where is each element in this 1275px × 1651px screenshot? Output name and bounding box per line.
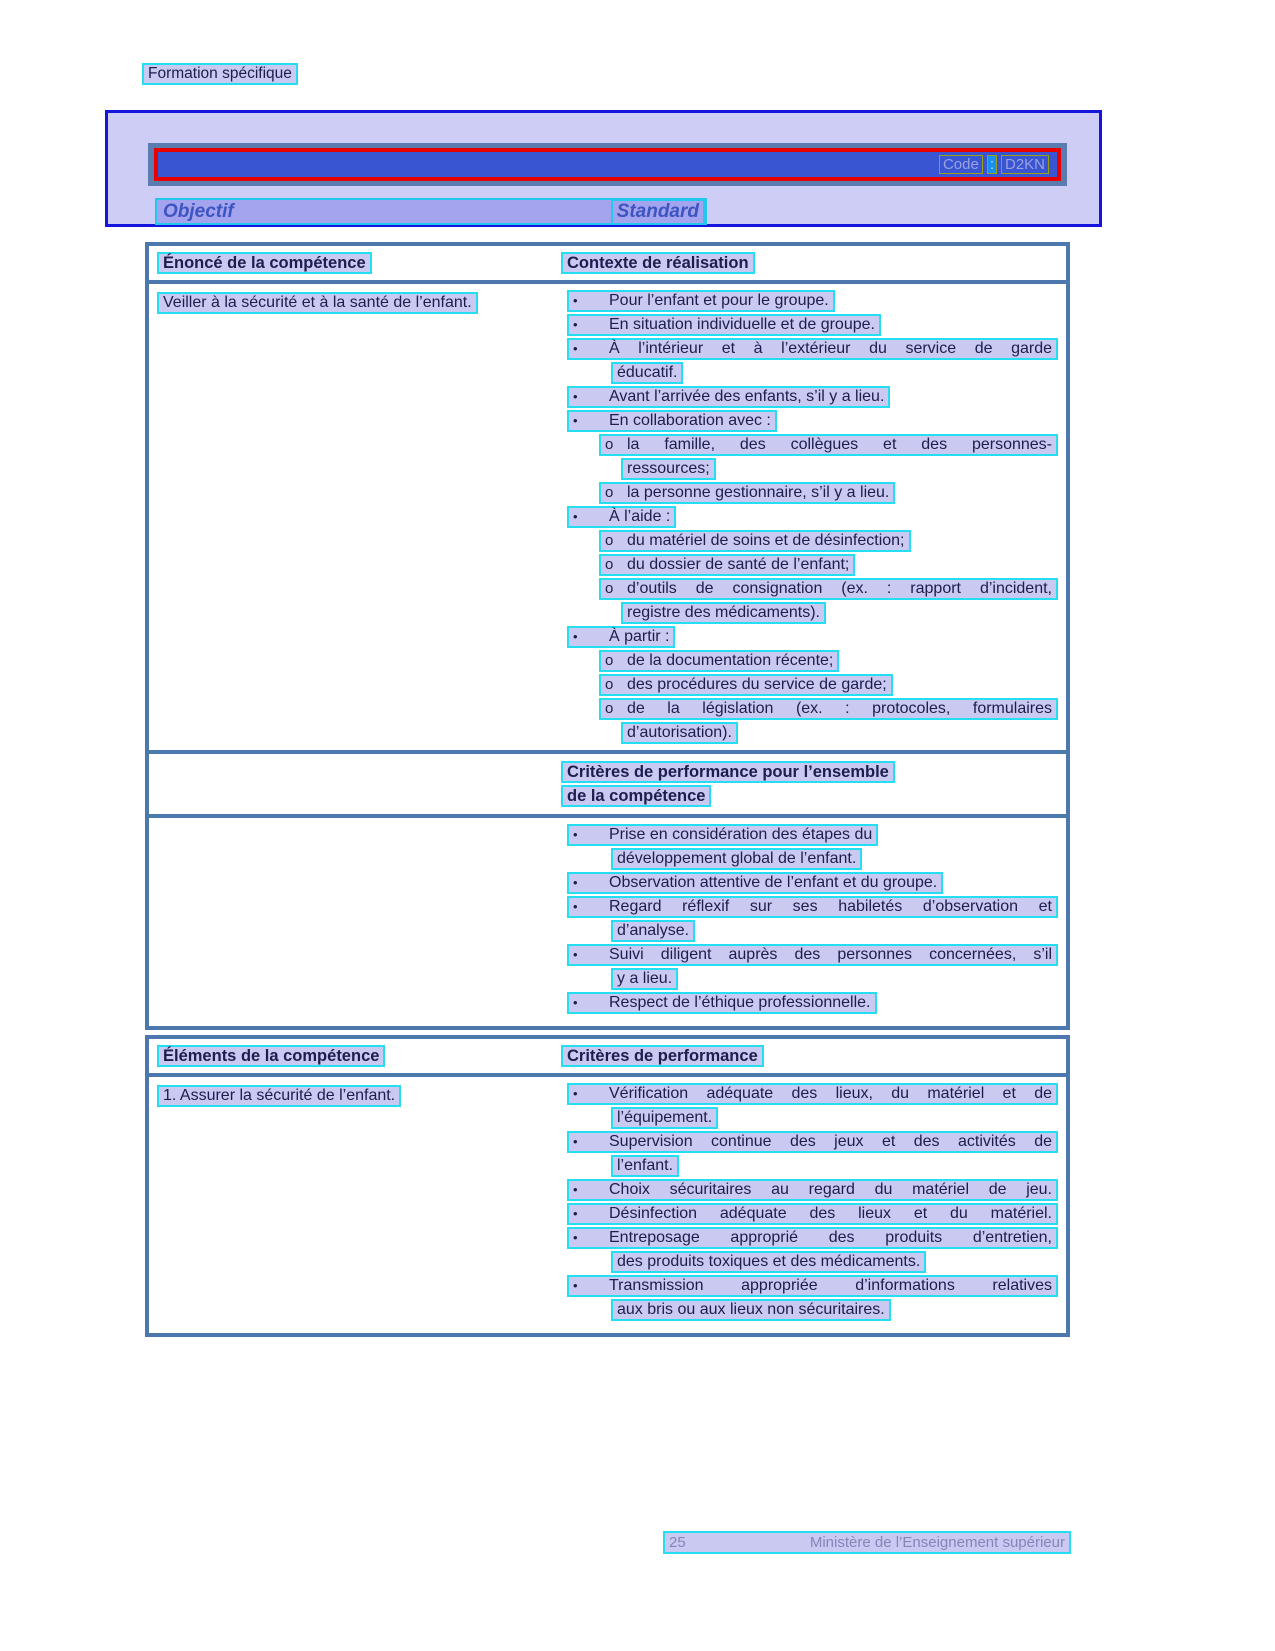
highlighted-text-box (567, 944, 1058, 966)
table3-col2-header-cell (561, 1045, 1058, 1067)
bullet-item-continuation (561, 1155, 1058, 1177)
bullet-item (561, 1227, 1058, 1249)
bullet-item-continuation (561, 848, 1058, 870)
bullet-dot-icon: • (573, 509, 578, 524)
bullet-item (561, 674, 1058, 696)
bullet-dot-icon: • (573, 293, 578, 308)
table-elements-criteres (145, 1035, 1070, 1337)
bullet-item (561, 1131, 1058, 1153)
table-enonce-contexte (145, 242, 1070, 760)
table3-header-row (149, 1039, 1066, 1077)
highlighted-text-box (567, 896, 1058, 918)
bullet-item-continuation (561, 602, 1058, 624)
bullet-dot-icon: • (573, 1206, 578, 1221)
bullet-text: du dossier de santé de l’enfant; (627, 556, 850, 573)
bullet-text: l’équipement. (617, 1109, 713, 1126)
highlighted-text-box (599, 674, 893, 696)
highlighted-text-box (567, 290, 835, 312)
bullet-circle-icon: o (605, 676, 614, 693)
bullet-text: À l’intérieur et à l’extérieur du service de garde (609, 340, 1052, 357)
bullet-circle-icon: o (605, 580, 614, 597)
bullet-dot-icon: • (573, 413, 578, 428)
element-statement: 1. Assurer la sécurité de l’enfant. (157, 1085, 401, 1107)
bullet-item (561, 386, 1058, 408)
column-header: Éléments de la compétence (157, 1045, 385, 1067)
bullet-text: d’analyse. (617, 922, 690, 939)
bullet-text: Choix sécuritaires au regard du matériel de jeu. (609, 1181, 1052, 1198)
tab-standard: Standard (611, 199, 705, 225)
bullet-item (561, 1083, 1058, 1105)
table1-col2-header-cell (561, 252, 1058, 274)
bullet-dot-icon: • (573, 827, 578, 842)
highlighted-text-box (567, 824, 878, 846)
table3-body-row (149, 1077, 1066, 1333)
contexte-bullet-list (561, 290, 1058, 746)
bullet-text: d’autorisation). (627, 724, 732, 741)
bullet-dot-icon: • (573, 875, 578, 890)
highlighted-text-box (567, 1131, 1058, 1153)
table1-body-row (149, 284, 1066, 756)
bullet-circle-icon: o (605, 700, 614, 717)
bullet-item (561, 314, 1058, 336)
bullet-text: des procédures du service de garde; (627, 676, 887, 693)
highlighted-text-box (567, 626, 675, 648)
bullet-circle-icon: o (605, 652, 614, 669)
bullet-item (561, 872, 1058, 894)
highlighted-text-box (611, 1251, 926, 1273)
column-header-line2: de la compétence (561, 785, 711, 807)
bullet-text: Suivi diligent auprès des personnes concernées, s’il (609, 946, 1052, 963)
bullet-text: À l’aide : (609, 508, 671, 525)
bullet-text: Transmission appropriée d’informations relatives (609, 1277, 1052, 1294)
bullet-item (561, 410, 1058, 432)
element-statement-cell (157, 1083, 561, 1323)
column-header: Contexte de réalisation (561, 252, 755, 274)
bullet-text: ressources; (627, 460, 710, 477)
bullet-item-continuation (561, 1299, 1058, 1321)
bullet-text: registre des médicaments). (627, 604, 820, 621)
highlighted-text-box (567, 1275, 1058, 1297)
bullet-item-continuation (561, 1107, 1058, 1129)
bullet-dot-icon: • (573, 1182, 578, 1197)
highlighted-text-box (599, 482, 895, 504)
table2-col2-header-cell (561, 760, 1058, 808)
objectif-standard-row (155, 198, 707, 225)
highlighted-text-box (611, 848, 862, 870)
highlighted-text-box (567, 1227, 1058, 1249)
highlighted-text-box (599, 554, 855, 576)
bullet-dot-icon: • (573, 629, 578, 644)
bullet-text: y a lieu. (617, 970, 673, 987)
bullet-item (561, 992, 1058, 1014)
bullet-item (561, 626, 1058, 648)
bullet-circle-icon: o (605, 484, 614, 501)
title-banner-inner (154, 148, 1061, 181)
bullet-dot-icon: • (573, 995, 578, 1010)
bullet-item-continuation (561, 1251, 1058, 1273)
table2-empty-cell (157, 824, 561, 1016)
highlighted-text-box (567, 386, 890, 408)
tab-objectif: Objectif (163, 200, 234, 222)
highlighted-text-box (567, 1179, 1058, 1201)
title-banner (148, 143, 1067, 186)
bullet-text: Observation attentive de l’enfant et du groupe. (609, 874, 938, 891)
bullet-text: En collaboration avec : (609, 412, 771, 429)
bullet-item (561, 896, 1058, 918)
bullet-item (561, 530, 1058, 552)
bullet-text: du matériel de soins et de désinfection; (627, 532, 905, 549)
bullet-text: Pour l’enfant et pour le groupe. (609, 292, 829, 309)
column-header-line1: Critères de performance pour l’ensemble (561, 761, 895, 783)
highlighted-text-box (611, 968, 678, 990)
bullet-item (561, 944, 1058, 966)
highlighted-text-box (567, 1083, 1058, 1105)
bullet-item-continuation (561, 722, 1058, 744)
bullet-dot-icon: • (573, 1134, 578, 1149)
table-criteres-ensemble (145, 750, 1070, 1030)
competence-statement-cell (157, 290, 561, 746)
bullet-circle-icon: o (605, 532, 614, 549)
criteres-ensemble-bullet-list (561, 824, 1058, 1016)
highlighted-text-box (567, 992, 877, 1014)
highlighted-text-box (599, 434, 1058, 456)
code-value: D2KN (1001, 155, 1049, 174)
table3-col1-header-cell (157, 1045, 561, 1067)
bullet-text: des produits toxiques et des médicaments. (617, 1253, 921, 1270)
table1-header-row (149, 246, 1066, 284)
highlighted-text-box (621, 722, 738, 744)
bullet-item (561, 1203, 1058, 1225)
bullet-item (561, 338, 1058, 360)
bullet-text: Supervision continue des jeux et des activités de (609, 1133, 1052, 1150)
bullet-text: de la législation (ex. : protocoles, formulaires (627, 700, 1052, 717)
highlighted-text-box (567, 506, 676, 528)
bullet-item (561, 290, 1058, 312)
bullet-text: Respect de l’éthique professionnelle. (609, 994, 871, 1011)
ministry-label: Ministère de l’Enseignement supérieur (809, 1534, 1065, 1551)
bullet-text: la personne gestionnaire, s’il y a lieu. (627, 484, 890, 501)
highlighted-text-box (599, 698, 1058, 720)
bullet-dot-icon: • (573, 899, 578, 914)
bullet-text: éducatif. (617, 364, 678, 381)
bullet-item-continuation (561, 458, 1058, 480)
bullet-text: de la documentation récente; (627, 652, 834, 669)
highlighted-text-box (599, 650, 839, 672)
highlighted-text-box (611, 920, 695, 942)
bullet-item-continuation (561, 968, 1058, 990)
highlighted-text-box (567, 338, 1058, 360)
bullet-circle-icon: o (605, 436, 614, 453)
competence-statement: Veiller à la sécurité et à la santé de l’enfant. (157, 292, 478, 314)
highlighted-text-box (611, 1107, 718, 1129)
highlighted-text-box (611, 1299, 891, 1321)
bullet-item (561, 824, 1058, 846)
bullet-text: l’enfant. (617, 1157, 674, 1174)
bullet-dot-icon: • (573, 1230, 578, 1245)
bullet-dot-icon: • (573, 1086, 578, 1101)
table2-header-row (149, 754, 1066, 818)
bullet-item (561, 1179, 1058, 1201)
bullet-text: aux bris ou aux lieux non sécuritaires. (617, 1301, 885, 1318)
bullet-circle-icon: o (605, 556, 614, 573)
section-label: Formation spécifique (142, 63, 298, 85)
bullet-dot-icon: • (573, 1278, 578, 1293)
highlighted-text-box (611, 1155, 679, 1177)
bullet-item (561, 554, 1058, 576)
bullet-text: développement global de l’enfant. (617, 850, 857, 867)
bullet-item (561, 578, 1058, 600)
bullet-dot-icon: • (573, 389, 578, 404)
bullet-text: Regard réflexif sur ses habiletés d’observation et (609, 898, 1052, 915)
page-number: 25 (669, 1534, 686, 1551)
bullet-item (561, 482, 1058, 504)
bullet-item (561, 698, 1058, 720)
code-label: Code (939, 155, 983, 174)
column-header: Critères de performance (561, 1045, 764, 1067)
bullet-text: À partir : (609, 628, 670, 645)
bullet-text: Avant l’arrivée des enfants, s’il y a lieu. (609, 388, 885, 405)
bullet-text: d’outils de consignation (ex. : rapport d’incident, (627, 580, 1052, 597)
table1-col1-header-cell (157, 252, 561, 274)
bullet-item-continuation (561, 362, 1058, 384)
title-frame (105, 110, 1102, 227)
bullet-item (561, 650, 1058, 672)
code-area (939, 155, 1049, 174)
bullet-dot-icon: • (573, 317, 578, 332)
table2-body-row (149, 818, 1066, 1026)
highlighted-text-box (621, 602, 826, 624)
bullet-item (561, 434, 1058, 456)
highlighted-text-box (599, 578, 1058, 600)
highlighted-text-box (621, 458, 716, 480)
bullet-item-continuation (561, 920, 1058, 942)
bullet-text: En situation individuelle et de groupe. (609, 316, 875, 333)
code-colon: : (987, 155, 997, 174)
bullet-dot-icon: • (573, 947, 578, 962)
bullet-text: Désinfection adéquate des lieux et du matériel. (609, 1205, 1052, 1222)
bullet-item (561, 1275, 1058, 1297)
bullet-text: Vérification adéquate des lieux, du matériel et de (609, 1085, 1052, 1102)
highlighted-text-box (567, 872, 943, 894)
highlighted-text-box (599, 530, 911, 552)
highlighted-text-box (567, 410, 777, 432)
bullet-dot-icon: • (573, 341, 578, 356)
highlighted-text-box (611, 362, 683, 384)
bullet-item (561, 506, 1058, 528)
highlighted-text-box (567, 314, 881, 336)
page-footer (663, 1531, 1071, 1554)
bullet-text: Prise en considération des étapes du (609, 826, 873, 843)
column-header: Énoncé de la compétence (157, 252, 372, 274)
bullet-text: Entreposage approprié des produits d’entretien, (609, 1229, 1052, 1246)
criteres-bullet-list (561, 1083, 1058, 1323)
bullet-text: la famille, des collègues et des personnes- (627, 436, 1052, 453)
highlighted-text-box (567, 1203, 1058, 1225)
